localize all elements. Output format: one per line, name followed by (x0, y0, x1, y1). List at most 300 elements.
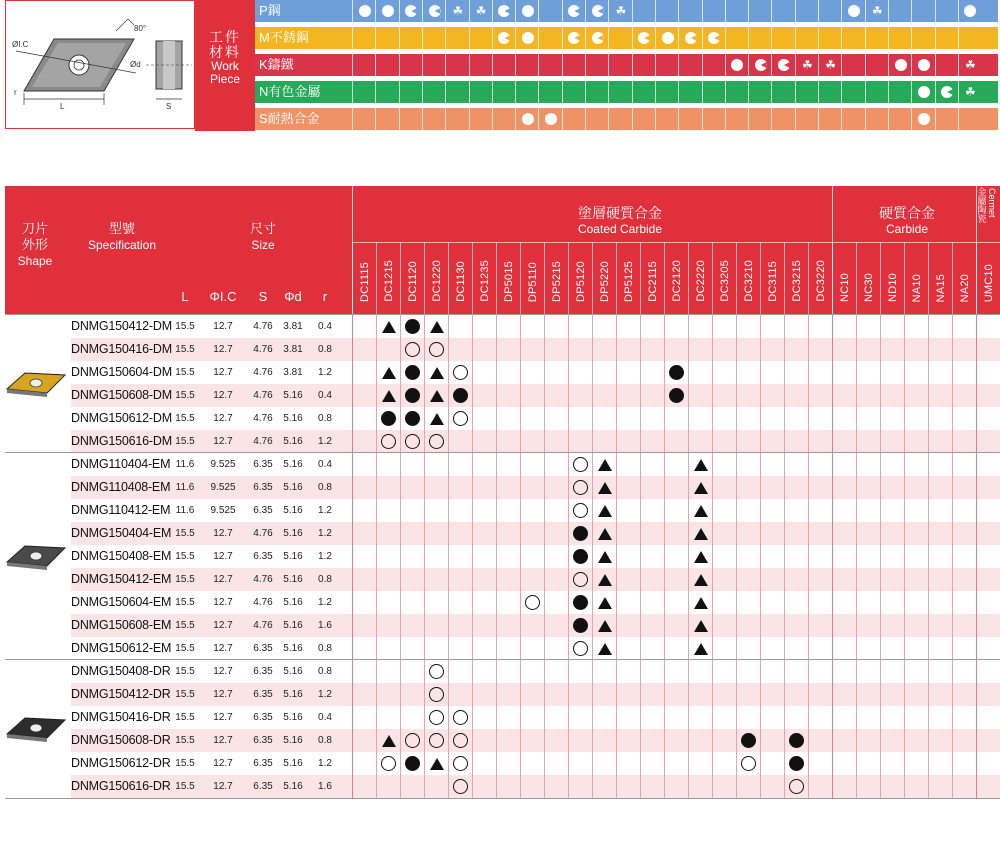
table-row (5, 591, 1000, 614)
workpiece-label (195, 0, 255, 131)
grade-cell (472, 338, 496, 361)
grade-cell (544, 568, 568, 591)
grade-cell (952, 453, 976, 476)
spec-header-cn: 型號 (108, 221, 135, 236)
grade-column-header (688, 242, 713, 314)
grade-cell (376, 660, 400, 683)
grade-cell (640, 752, 664, 775)
dimension-value: 5.16 (283, 712, 303, 723)
dimension-value: 12.7 (213, 344, 233, 355)
grade-cell (496, 522, 520, 545)
material-cell (841, 0, 864, 22)
material-cell (538, 27, 561, 49)
dimension-value: 6.35 (253, 735, 273, 746)
grade-cell (808, 683, 832, 706)
material-row (255, 108, 998, 130)
grade-cell (640, 614, 664, 637)
material-cell (865, 81, 888, 103)
suitability-half-icon (568, 32, 580, 44)
grade-cell (424, 499, 448, 522)
grade-cell (688, 775, 712, 798)
grade-cell (808, 591, 832, 614)
grade-cell (400, 476, 424, 499)
material-cell (935, 81, 958, 103)
grade-column-header (712, 242, 737, 314)
grade-cell (616, 706, 640, 729)
grade-cell (976, 660, 1000, 683)
grade-cell (760, 499, 784, 522)
grade-cell (928, 338, 952, 361)
spec-cell: DNMG150416-DM (71, 342, 172, 356)
material-cell (888, 54, 911, 76)
grade-cell (784, 338, 808, 361)
filled-circle-icon (789, 756, 804, 771)
grade-cell (688, 568, 712, 591)
material-cell (911, 54, 934, 76)
grade-cell (568, 752, 592, 775)
grade-cell (784, 407, 808, 430)
grade-cell (568, 545, 592, 568)
grade-cell (664, 683, 688, 706)
material-cell (422, 108, 445, 130)
grade-cell (808, 775, 832, 798)
open-circle-icon (453, 756, 468, 771)
suitability-half-icon (941, 86, 953, 98)
grade-cell (448, 775, 472, 798)
open-circle-icon (429, 342, 444, 357)
grade-name: DP5110 (527, 261, 539, 302)
grade-cell (904, 614, 928, 637)
grade-cell (640, 361, 664, 384)
dimension-header: ΦI.C (209, 289, 237, 304)
dimension-value: 15.5 (175, 781, 195, 792)
table-row (5, 614, 1000, 637)
grade-cells (352, 752, 1000, 775)
dimension-header: L (181, 289, 189, 304)
material-cell (771, 27, 794, 49)
grade-cell (448, 568, 472, 591)
grade-cell (688, 591, 712, 614)
grade-column-header (568, 242, 593, 314)
grade-cells (352, 453, 1000, 476)
dimension-value: 15.5 (175, 643, 195, 654)
material-cell (375, 27, 398, 49)
grade-cell (376, 775, 400, 798)
grade-cell (592, 568, 616, 591)
dimension-value: 12.7 (213, 689, 233, 700)
grade-cell (784, 752, 808, 775)
grade-cell (592, 660, 616, 683)
grade-cell (472, 683, 496, 706)
grade-cell (688, 384, 712, 407)
grade-cell (520, 453, 544, 476)
grade-cell (664, 660, 688, 683)
grade-cell (688, 522, 712, 545)
dimension-value: 0.4 (318, 712, 332, 723)
table-row (5, 683, 1000, 706)
cermet-header-en: Cermet (987, 188, 997, 218)
grade-cell (376, 499, 400, 522)
grade-cell (760, 729, 784, 752)
grade-cell (832, 729, 856, 752)
cermet-header-cn: 金屬陶瓷 (977, 187, 987, 224)
grade-cell (424, 453, 448, 476)
grade-cell (712, 683, 736, 706)
grade-cell (760, 384, 784, 407)
grade-cell (640, 683, 664, 706)
grade-cell (856, 384, 880, 407)
grade-cell (832, 706, 856, 729)
material-cell (375, 54, 398, 76)
triangle-icon (598, 528, 612, 540)
grade-cell (376, 384, 400, 407)
suitability-clover-icon: ☘ (871, 4, 883, 18)
grade-cell (712, 315, 736, 338)
grade-cell (952, 522, 976, 545)
grade-cell (424, 338, 448, 361)
grade-column-header (856, 242, 881, 314)
grade-cells (352, 637, 1000, 660)
grade-cell (544, 637, 568, 660)
grade-cell (496, 775, 520, 798)
material-cell (422, 27, 445, 49)
grade-cell (664, 384, 688, 407)
grade-cell (400, 453, 424, 476)
grade-cell (448, 752, 472, 775)
material-cell (375, 81, 398, 103)
grade-cell (904, 499, 928, 522)
grade-cell (448, 706, 472, 729)
grade-cell (880, 384, 904, 407)
filled-circle-icon (573, 618, 588, 633)
grade-cell (376, 683, 400, 706)
open-circle-icon (429, 434, 444, 449)
suitability-half-icon (429, 5, 441, 17)
grade-cell (904, 338, 928, 361)
triangle-icon (430, 321, 444, 333)
grade-cell (760, 683, 784, 706)
material-cell (352, 0, 375, 22)
material-cell (399, 0, 422, 22)
grade-cell (448, 522, 472, 545)
grade-cell (832, 453, 856, 476)
dimension-value: 12.7 (213, 574, 233, 585)
grade-cell (472, 384, 496, 407)
grade-cell (352, 545, 376, 568)
grade-cell (640, 476, 664, 499)
grade-cell (664, 591, 688, 614)
material-cell (865, 108, 888, 130)
grade-cell (448, 430, 472, 453)
grade-cell (640, 499, 664, 522)
spec-cell: DNMG110408-EM (71, 480, 171, 494)
material-cell (795, 54, 818, 76)
workpiece-cn-2: 材料 (209, 44, 241, 60)
material-cell (888, 0, 911, 22)
grade-cell (568, 614, 592, 637)
dimension-value: 12.7 (213, 413, 233, 424)
material-rows (255, 0, 998, 131)
material-cell (958, 27, 981, 49)
triangle-icon (430, 390, 444, 402)
material-cell (492, 81, 515, 103)
grade-cell (832, 683, 856, 706)
grade-cell (808, 407, 832, 430)
grade-cell (760, 591, 784, 614)
material-cell (748, 81, 771, 103)
grade-cell (976, 729, 1000, 752)
grade-cell (400, 637, 424, 660)
suitability-full-icon (522, 113, 534, 125)
dimension-value: 11.6 (175, 505, 195, 516)
grade-cell (904, 545, 928, 568)
grade-name: DC1215 (383, 260, 395, 302)
grade-cell (616, 430, 640, 453)
grade-cell (760, 338, 784, 361)
material-cell (865, 0, 888, 22)
grade-cell (424, 775, 448, 798)
grade-cell (952, 637, 976, 660)
grade-cell (856, 729, 880, 752)
open-circle-icon (573, 572, 588, 587)
dimension-value: 12.7 (213, 597, 233, 608)
grade-cell (928, 384, 952, 407)
material-cell (795, 0, 818, 22)
grade-cells (352, 384, 1000, 407)
grade-cell (544, 338, 568, 361)
grade-cell (856, 614, 880, 637)
open-circle-icon (741, 756, 756, 771)
grade-column-header (784, 242, 809, 314)
table-row (5, 407, 1000, 430)
grade-cell (712, 430, 736, 453)
dimension-value: 12.7 (213, 620, 233, 631)
open-circle-icon (429, 687, 444, 702)
material-cell (958, 81, 981, 103)
grade-cell (928, 752, 952, 775)
triangle-icon (694, 643, 708, 655)
material-cell (841, 27, 864, 49)
triangle-icon (694, 620, 708, 632)
grade-cell (448, 453, 472, 476)
material-cell (469, 27, 492, 49)
grade-cell (736, 499, 760, 522)
grade-name: DC2115 (647, 261, 659, 302)
grade-cell (736, 591, 760, 614)
grade-cell (616, 453, 640, 476)
grade-cell (592, 338, 616, 361)
suitability-half-icon (685, 32, 697, 44)
grade-cell (808, 614, 832, 637)
material-cell (375, 0, 398, 22)
dimension-value: 15.5 (175, 758, 195, 769)
grade-cell (880, 706, 904, 729)
grade-cell (712, 499, 736, 522)
grade-cell (904, 384, 928, 407)
grade-cell (880, 775, 904, 798)
grade-cell (976, 683, 1000, 706)
dimension-value: 0.4 (318, 321, 332, 332)
material-cell (725, 108, 748, 130)
grade-cell (712, 706, 736, 729)
grade-cell (736, 430, 760, 453)
grade-cell (880, 453, 904, 476)
grade-cell (544, 315, 568, 338)
grade-cell (376, 430, 400, 453)
grade-cell (520, 430, 544, 453)
size-header-cn: 尺寸 (249, 221, 276, 236)
spec-cell: DNMG150412-DR (71, 687, 171, 701)
material-cell (818, 81, 841, 103)
coated-header-en: Coated Carbide (577, 222, 663, 236)
grade-cells (352, 614, 1000, 637)
dimension-value: 5.16 (283, 413, 303, 424)
open-circle-icon (453, 733, 468, 748)
grade-cell (976, 384, 1000, 407)
dimension-value: 15.5 (175, 367, 195, 378)
dimension-value: 3.81 (283, 344, 303, 355)
grade-cell (928, 729, 952, 752)
triangle-icon (694, 459, 708, 471)
triangle-icon (598, 597, 612, 609)
table-row (5, 384, 1000, 407)
grade-cell (856, 430, 880, 453)
table-row (5, 660, 1000, 683)
material-cell (888, 108, 911, 130)
dimension-value: 0.8 (318, 735, 332, 746)
workpiece-en-2: Piece (209, 72, 241, 86)
dimension-value: 0.8 (318, 344, 332, 355)
grade-cell (544, 775, 568, 798)
grade-cell (904, 683, 928, 706)
grade-column-header (880, 242, 905, 314)
grade-cell (544, 752, 568, 775)
dimension-value: 1.6 (318, 620, 332, 631)
material-cell (399, 54, 422, 76)
dimension-value: 5.16 (283, 597, 303, 608)
grade-cells (352, 683, 1000, 706)
grade-cell (928, 591, 952, 614)
material-cell (422, 54, 445, 76)
grade-cell (760, 407, 784, 430)
grade-cell (376, 361, 400, 384)
grade-table (5, 186, 1000, 806)
grade-cell (952, 591, 976, 614)
grade-cell (856, 706, 880, 729)
material-cell (818, 27, 841, 49)
dimension-value: 15.5 (175, 390, 195, 401)
dimension-value: 1.6 (318, 781, 332, 792)
grade-cell (712, 660, 736, 683)
material-cell (655, 108, 678, 130)
grade-cells (352, 361, 1000, 384)
grade-cell (520, 361, 544, 384)
grade-cell (976, 706, 1000, 729)
grade-cell (664, 614, 688, 637)
grade-cell (640, 384, 664, 407)
grade-cell (832, 591, 856, 614)
dimension-value: 12.7 (213, 321, 233, 332)
grade-cell (784, 729, 808, 752)
grade-cell (880, 545, 904, 568)
grade-cells (352, 545, 1000, 568)
grade-cell (616, 775, 640, 798)
material-cell (958, 108, 981, 130)
material-cell (375, 108, 398, 130)
grade-cell (568, 361, 592, 384)
grade-cell (976, 545, 1000, 568)
material-cell (678, 54, 701, 76)
material-cell (562, 0, 585, 22)
grade-cell (400, 499, 424, 522)
material-cell (841, 108, 864, 130)
grade-cell (760, 614, 784, 637)
grade-cell (616, 614, 640, 637)
grade-cell (784, 545, 808, 568)
grade-cell (904, 361, 928, 384)
triangle-icon (382, 735, 396, 747)
material-cell (492, 0, 515, 22)
dimension-value: 11.6 (175, 459, 195, 470)
grade-cell (520, 706, 544, 729)
grade-cell (760, 706, 784, 729)
grade-cell (760, 545, 784, 568)
grade-cell (688, 338, 712, 361)
grade-name: NA20 (959, 273, 971, 302)
dimension-value: 5.16 (283, 436, 303, 447)
material-cell (911, 27, 934, 49)
suitability-clover-icon: ☘ (825, 58, 837, 72)
grade-cell (664, 545, 688, 568)
dimension-value: 1.2 (318, 505, 332, 516)
grade-cell (856, 338, 880, 361)
grade-cell (952, 568, 976, 591)
filled-circle-icon (573, 549, 588, 564)
grade-cell (832, 775, 856, 798)
open-circle-icon (429, 733, 444, 748)
insert-shape-image (5, 712, 71, 749)
table-row (5, 752, 1000, 775)
grade-cell (616, 591, 640, 614)
grade-cell (376, 706, 400, 729)
material-cell (608, 27, 631, 49)
material-cell (888, 27, 911, 49)
grade-cell (976, 522, 1000, 545)
carbide-header-en: Carbide (885, 222, 929, 236)
grade-cell (448, 660, 472, 683)
grade-cell (808, 338, 832, 361)
table-row (5, 315, 1000, 338)
grade-cell (424, 568, 448, 591)
grade-name: DP5125 (623, 261, 635, 302)
grade-cell (976, 775, 1000, 798)
dimension-value: 1.2 (318, 528, 332, 539)
grade-cell (736, 522, 760, 545)
grade-cell (976, 591, 1000, 614)
dimension-value: 5.16 (283, 620, 303, 631)
grade-cell (472, 522, 496, 545)
dimension-value: 5.16 (283, 459, 303, 470)
spec-cell: DNMG150608-EM (71, 618, 172, 632)
triangle-icon (382, 321, 396, 333)
table-row (5, 637, 1000, 660)
grade-cell (400, 430, 424, 453)
grade-cell (880, 637, 904, 660)
material-name: N有色金屬 (259, 84, 321, 99)
suitability-full-icon (382, 5, 394, 17)
grade-cell (544, 361, 568, 384)
filled-circle-icon (669, 365, 684, 380)
